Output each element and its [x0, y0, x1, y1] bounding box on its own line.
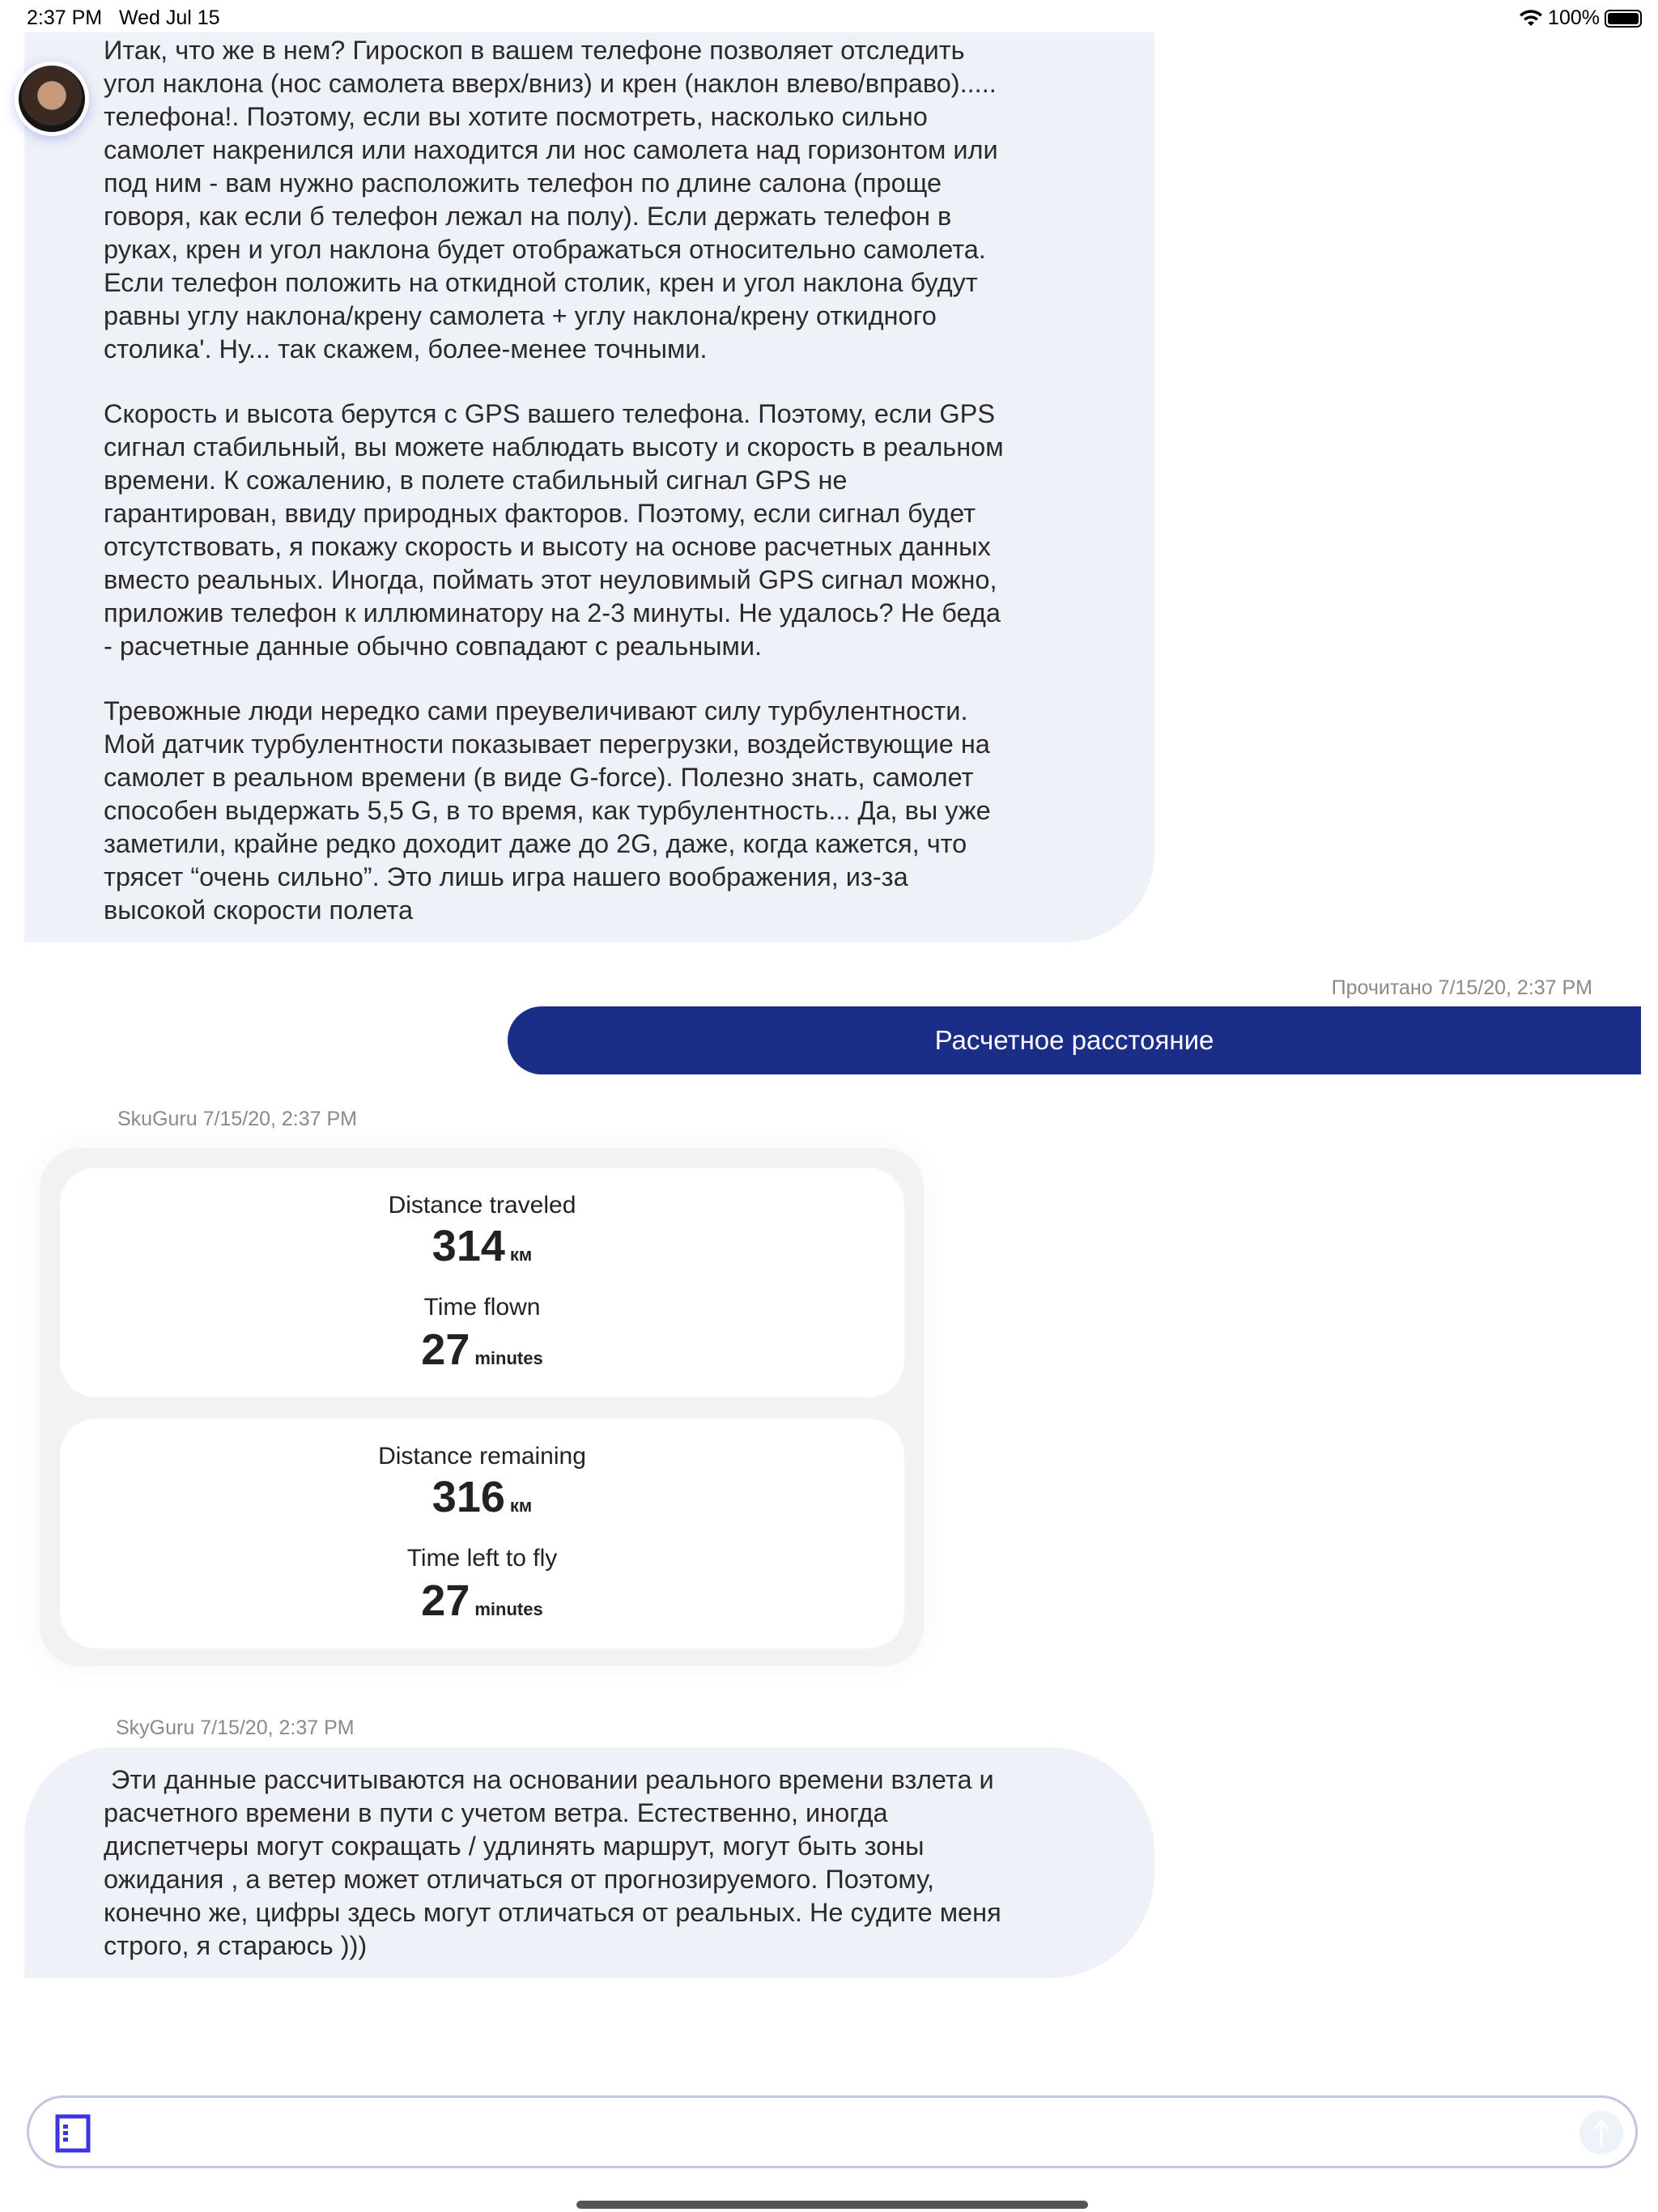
time-flown-label: Time flown: [423, 1294, 541, 1321]
avatar: [15, 62, 89, 136]
arrow-up-icon: [1592, 2118, 1611, 2147]
menu-list-icon[interactable]: [55, 2114, 91, 2153]
wifi-icon: [1519, 10, 1543, 28]
status-time: 2:37 PM Wed Jul 15: [27, 6, 220, 29]
distance-remaining-card: [60, 1419, 904, 1648]
message-bubble-info: [24, 32, 1154, 942]
battery-icon: [1605, 10, 1642, 28]
message-text: Эти данные рассчитываются на основании реального времени взлета и расчетного времени в пути с учетом ветра. Естественно, иногда диспетчеры могут сокращать / удлинять маршрут, могут быть зоны ожидания , а ветер может отличаться от прогнозируемого. Поэтому, конечно же, цифры здесь могут отличаться от реальных. Не судите меня строго, я стараюсь ))): [104, 1765, 1001, 1960]
distance-traveled-label: Distance traveled: [388, 1192, 576, 1219]
time-flown-value: 27 minutes: [421, 1325, 543, 1374]
status-right: [1519, 6, 1642, 30]
distance-traveled-card: [60, 1168, 904, 1397]
home-indicator: [576, 2201, 1088, 2209]
stats-message: [40, 1148, 924, 1666]
user-message-label: Расчетное расстояние: [934, 1025, 1214, 1055]
message-meta: SkyGuru 7/15/20, 2:37 PM: [116, 1716, 355, 1739]
user-message-estimated-distance[interactable]: [508, 1006, 1641, 1074]
message-bubble-disclaimer: [24, 1747, 1154, 1978]
distance-remaining-value: 316 км: [432, 1473, 533, 1521]
battery-percent: 100%: [1548, 6, 1600, 29]
message-paragraph: Тревожные люди нередко сами преувеличивают силу турбулентности. Мой датчик турбулентности показывает перегрузки, воздействующие на самолет в реальном времени (в виде G-force). Полезно знать, самолет способен выдержать 5,5 G, в то время, как турбулентность... Да, вы уже заметили, крайне редко доходит даже до 2G, даже, когда кажется, что трясет “очень сильно”. Это лишь игра нашего воображения, из-за высокой скорости полета: [104, 696, 991, 925]
send-button[interactable]: [1579, 2111, 1623, 2155]
distance-traveled-value: 314 км: [432, 1222, 533, 1270]
message-input-bar[interactable]: [27, 2095, 1638, 2168]
message-paragraph: Скорость и высота берутся с GPS вашего телефона. Поэтому, если GPS сигнал стабильный, вы можете наблюдать высоту и скорость в реальном времени. К сожалению, в полете стабильный сигнал GPS не гарантирован, ввиду природных факторов. Поэтому, если сигнал будет отсутствовать, я покажу скорость и высоту на основе расчетных данных вместо реальных. Иногда, поймать этот неуловимый GPS сигнал можно, приложив телефон к иллюминатору на 2-3 минуты. Не удалось? Не беда - расчетные данные обычно совпадают с реальными.: [104, 399, 1004, 661]
time-left-value: 27 minutes: [421, 1576, 543, 1625]
message-meta: SkuGuru 7/15/20, 2:37 PM: [117, 1108, 358, 1130]
distance-remaining-label: Distance remaining: [378, 1443, 586, 1470]
time-left-label: Time left to fly: [406, 1545, 558, 1572]
message-paragraph: Итак, что же в нем? Гироскоп в вашем телефоне позволяет отследить угол наклона (нос самолета вверх/вниз) и крен (наклон влево/вправо)..... телефона!. Поэтому, если вы хотите посмотреть, насколько сильно самолет накренился или находится ли нос самолета над горизонтом или под ним - вам нужно расположить телефон по длине салона (проще говоря, как если б телефон лежал на полу). Если держать телефон в руках, крен и угол наклона будет отображаться относительно самолета. Если телефон положить на откидной столик, крен и угол наклона будут равны углу наклона/крену самолета + углу наклона/крену откидного столика'. Ну... так скажем, более-менее точными.: [104, 36, 998, 364]
read-receipt: Прочитано 7/15/20, 2:37 PM: [1331, 976, 1592, 999]
